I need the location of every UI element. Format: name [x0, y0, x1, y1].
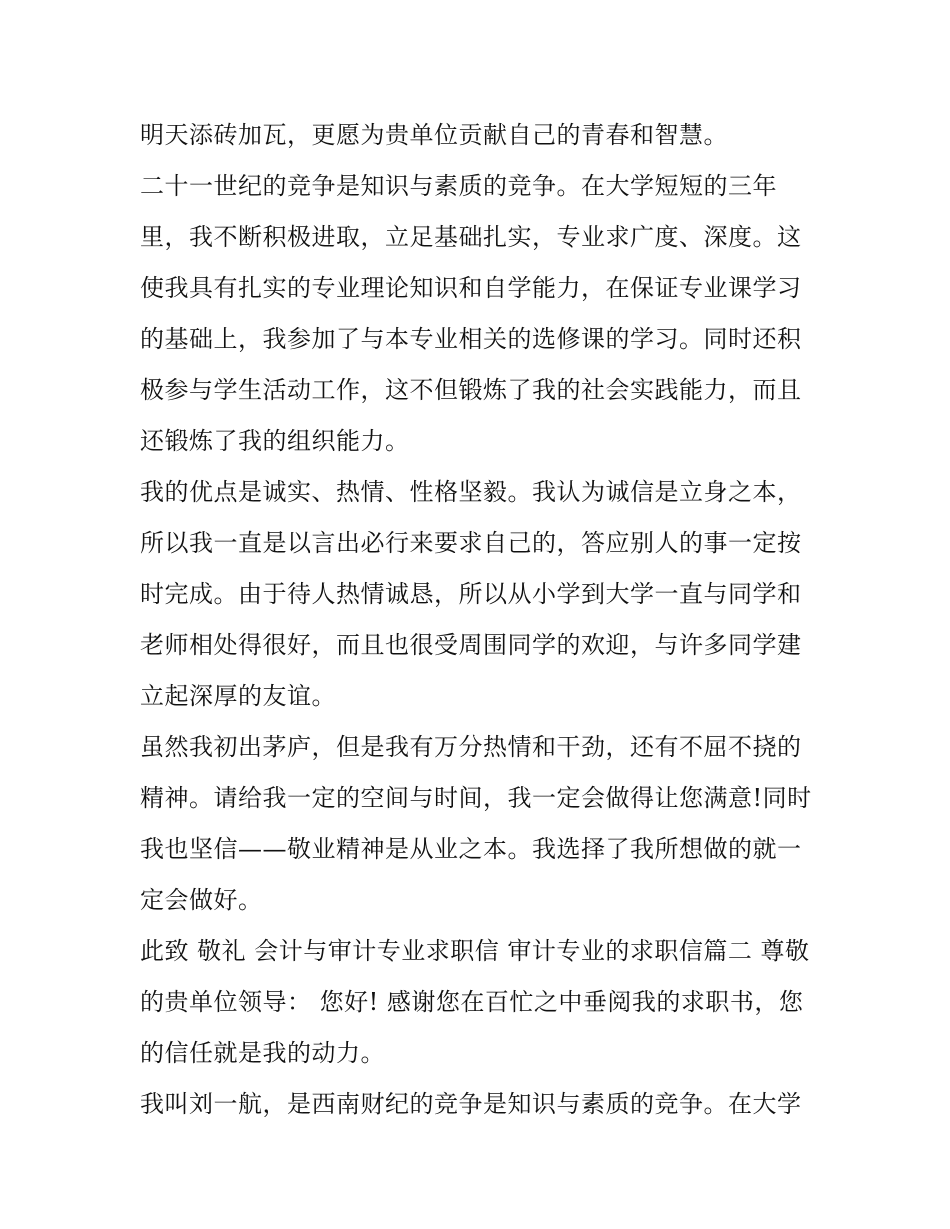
paragraph-commitment: 虽然我初出茅庐，但是我有万分热情和干劲，还有不屈不挠的精神。请给我一定的空间与时间，我一定会做得让您满意!同时我也坚信——敬业精神是从业之本。我选择了我所想做的就一定会做好。: [140, 733, 812, 914]
paragraph-closing-wish: 明天添砖加瓦，更愿为贵单位贡献自己的青春和智慧。: [140, 121, 728, 149]
paragraph-education: 二十一世纪的竞争是知识与素质的竞争。在大学短短的三年里，我不断积极进取，立足基础扎实，专业求广度、深度。这使我具有扎实的专业理论知识和自学能力，在保证专业课学习的基础上，我参加了与本专业相关的选修课的学习。同时还积极参与学生活动工作，这不但锻炼了我的社会实践能力，而且还锻炼了我的组织能力。: [140, 172, 802, 455]
paragraph-introduction: 我叫刘一航，是西南财纪的竞争是知识与素质的竞争。在大学: [140, 1090, 802, 1118]
paragraph-salutation: 此致 敬礼 会计与审计专业求职信 审计专业的求职信篇二 尊敬的贵单位领导： 您好! 感谢您在百忙之中垂阅我的求职书，您的信任就是我的动力。: [140, 937, 810, 1067]
letter-body: [140, 110, 820, 1130]
paragraph-strengths: 我的优点是诚实、热情、性格坚毅。我认为诚信是立身之本，所以我一直是以言出必行来要求自己的，答应别人的事一定按时完成。由于待人热情诚恳，所以从小学到大学一直与同学和老师相处得很好，而且也很受周围同学的欢迎，与许多同学建立起深厚的友谊。: [140, 478, 802, 710]
